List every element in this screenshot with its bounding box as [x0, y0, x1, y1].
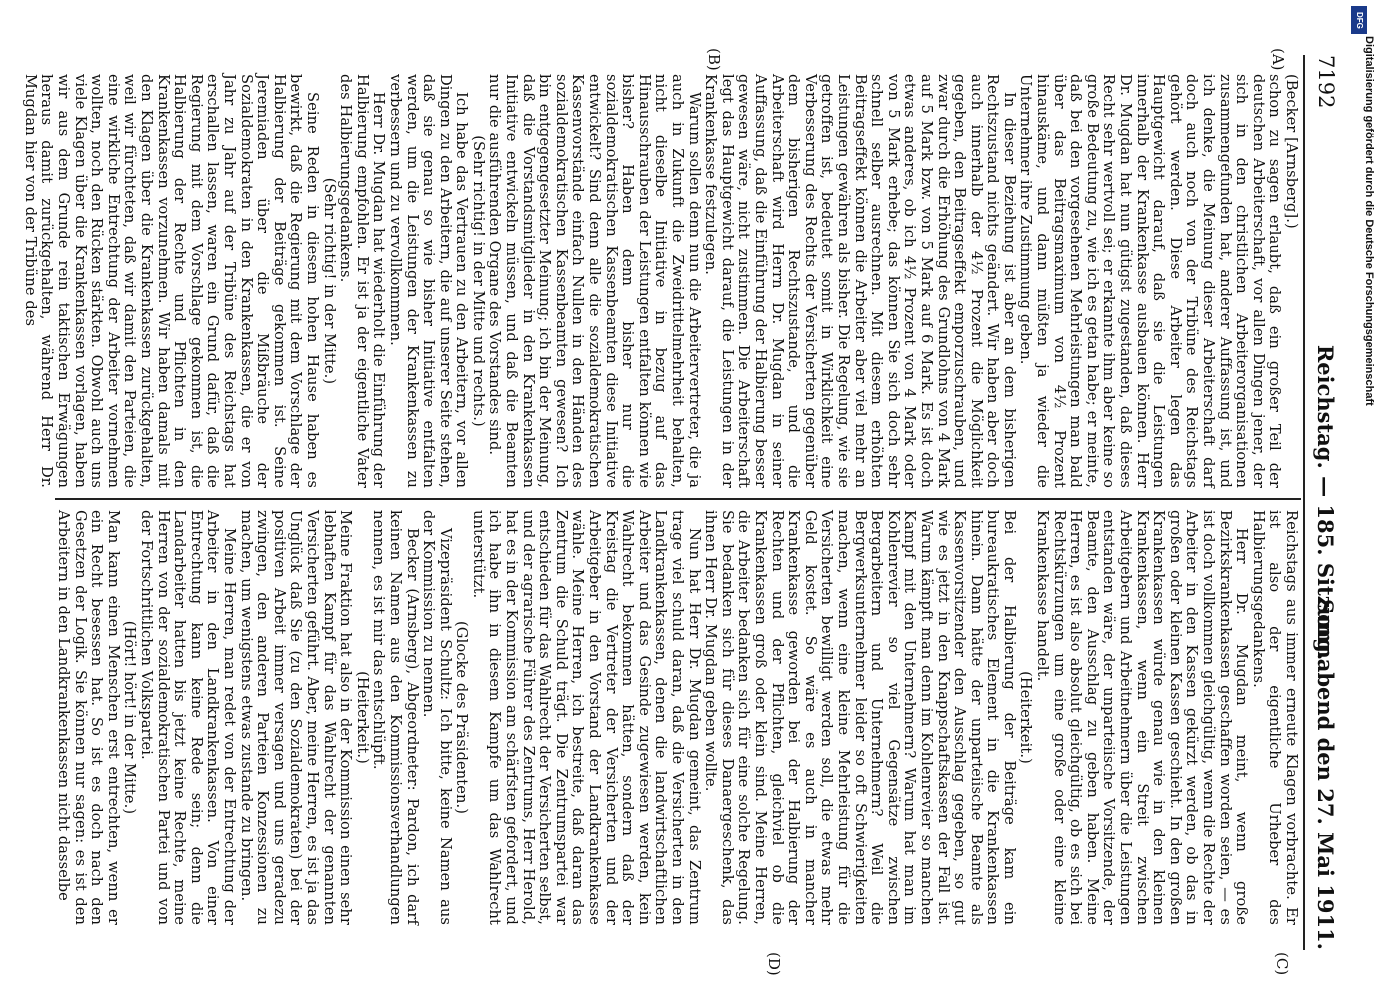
dfg-logo: DFG: [1351, 6, 1367, 34]
header-rule: [1303, 55, 1305, 950]
paragraph: Man kann einen Menschen erst entrechten, wenn er ein Recht besessen hat. So ist es doch nach den Gesetzen der Logik. Sie können nur sagen: es ist den Arbeitern in den Landkrankenkassen nicht dasselbe: [55, 510, 122, 925]
session-title: Reichstag. — 185. Sitzung.: [1313, 344, 1338, 661]
paragraph: Ich habe das Vertrauen zu den Arbeitern, vor allen Dingen zu den Arbeitern, die auf unserer Seite stehen, daß sie genau so wie bisher Initiative entfalten werden, um die Leistungen der Krankenkassen zu verbessern und zu vervollkommnen.: [386, 74, 471, 488]
paragraph: Seine Reden in diesem hohen Hause haben es bewirkt, daß die Regierung mit dem Vorschlage der Halbierung der Beiträge gekommen ist. Seine Jeremiaden über die Mißbräuche der Sozialdemokraten in den Krankenkassen, die er von Jahr zu Jahr auf der Tribüne des Reichstags hat erschallen lassen, waren ein Grund dafür, daß die Regierung mit dem Vorschlage gekommen ist, die Halbierung der Rechte und Pflichten in den Krankenkassen vorzunehmen. Wir haben damals mit den Klagen über die Krankenkassen zurückgehalten, weil wir fürchteten, daß wir damit den Parteien, die eine wirkliche Entrechtung der Arbeiter vornehmen wollten, noch den Rücken stärkten. Obwohl auch uns viele Klagen über die Krankenkassen vorlagen, haben wir aus dem Grunde rein taktischen Erwägungen heraus damit zurückgehalten, während Herr Dr. Mugdan hier von der Tribüne des: [21, 74, 321, 488]
column-divider: [55, 498, 1301, 500]
paragraph: Nun hat Herr Dr. Mugdan gemeint, das Zentrum trage viel schuld daran, daß die Versicherten in den Landkrankenkassen, denen die landwirtschaftlichen Arbeiter und das Gesinde zugewiesen werden, kein Wahlrecht bekommen hätten, sondern daß der Kreistag die Vertreter der Versicherten und der Arbeitgeber in den Vorstand der Landkrankenkasse wähle. Meine Herren, ich bestreite, daß daran das Zentrum die Schuld trägt. Die Zentrumspartei war entschieden für das Wahlrecht der Versicherten selbst, und der agrarische Führer des Zentrums, Herr Herold, hat es in der Kommission am schärfsten gefordert, und ich habe ihn in diesem Kampfe um das Wahlrecht unterstützt.: [469, 510, 703, 925]
paragraph: Vizepräsident Schultz: Ich bitte, keine Namen aus der Kommission zu nennen.: [420, 510, 454, 925]
interjection: (Sehr richtig! in der Mitte und rechts.): [469, 135, 487, 427]
margin-marker-a: (A): [1269, 48, 1287, 71]
paragraph: Meine Fraktion hat also in der Kommission einen sehr lebhaften Kampf für das Wahlrecht der genannten Versicherten geführt. Aber, meine Herren, es ist ja das Unglück daß Sie (zu den Sozialdemokraten) bei der positiven Arbeit immer versagen und uns geradezu zwingen, den anderen Parteien Konzessionen zu machen, um wenigstens etwas zustande zu bringen.: [237, 510, 355, 925]
interjection: (Hört! hört! in der Mitte.): [121, 620, 139, 815]
margin-marker-b: (B): [705, 48, 723, 71]
page-header: [1310, 55, 1338, 950]
digitization-note: Digitalisierung gefördert durch die Deutsche Forschungsgemeinschaft: [1363, 36, 1375, 406]
paragraph: Herr Dr. Mugdan meint, wenn große Bezirkskrankenkassen geschaffen worden seien, — es ist doch vollkommen gleichgültig, wenn die Rechte der Arbeiter in den Kassen gekürzt werden, ob das in großen oder kleinen Kassen geschieht. In den großen Krankenkassen würde genau wie in den kleinen Krankenkassen, wenn ein Streit zwischen Arbeitgebern und Arbeitnehmern über die Leistungen entstanden wäre, der unparteiische Vorsitzende, der Beamte, den Ausschlag zu geben haben. Meine Herren, es ist also absolut gleichgültig, ob es sich bei Rechtskürzungen um eine große oder eine kleine Krankenkasse handelt.: [1034, 510, 1251, 925]
paragraph: Bei der Halbierung der Beiträge kam ein bureaukratisches Element in die Krankenkassen hinein. Dann hätte der unparteiische Beamte als Kassenvorsitzender den Ausschlag gegeben, so gut wie es jetzt in den Knappschaftskassen der Fall ist. Warum kämpft man denn im Kohlenrevier so manchen Kampf mit den Unternehmern? Warum hat man im Kohlenrevier so viel Gegensätze zwischen Bergarbeitern und Unternehmern? Weil die Bergwerksunternehmer leider so oft Schwierigkeiten machen, wenn eine kleine Mehrleistung für die Versicherten bewilligt werden soll, die etwas mehr Geld kostet. So wäre es auch in mancher Krankenkasse geworden bei der Halbierung der Rechten und der Pflichten, gleichviel ob die Krankenkassen groß oder klein sind. Meine Herren, die Arbeiter bedanken sich für eine solche Regelung. Sie bedanken sich für dieses Danaergeschenk, das ihnen Herr Dr. Mugdan geben wollte.: [702, 510, 1018, 925]
interjection: (Heiterkeit.): [353, 671, 371, 764]
paragraph: Herr Dr. Mugdan hat wiederholt die Einführung der Halbierung empfohlen. Er ist ja der eigentliche Vater des Halbierungsgedankens.: [337, 74, 388, 488]
paragraph: Becker (Arnsberg), Abgeordneter: Pardon, ich darf keinen Namen aus den Kommissionsverhandlungen nennen, es ist mir das entschlüpft.: [370, 510, 421, 925]
paragraph: (Becker [Arnsberg].): [1283, 74, 1300, 229]
digitization-sidebar: [1337, 0, 1377, 1000]
right-column: [55, 510, 1299, 925]
interjection: (Heiterkeit.): [1017, 671, 1035, 764]
paragraph: Meine Herren, man redet von der Entrechtung der Arbeiter in den Landkrankenkassen. Von einer Entrechtung kann keine Rede sein; denn die Landarbeiter hatten bis jetzt keine Rechte, meine Herren von der sozialdemokratischen Partei und von der Fortschrittlichen Volkspartei.: [138, 510, 238, 925]
paragraph: schon zu sagen erlaubt, daß ein großer Teil der deutschen Arbeiterschaft, vor allen Dingen jener, der sich in den christlichen Arbeiterorganisationen zusammengefunden hat, anderer Auffassung ist, und ich denke, die Meinung dieser Arbeiterschaft darf doch auch noch von der Tribüne des Reichstags gehört werden. Diese Arbeiter legen das Hauptgewicht darauf, daß sie die Leistungen innerhalb der Krankenkasse ausbauen können. Herr Dr. Mugdan hat nun gütigst zugestanden, daß dieses Recht sehr wertvoll sei; er erkannte ihm aber keine so große Bedeutung zu, wie ich es getan habe; er meinte, daß bei den vorgesehenen Mehrleistungen man bald über das Beitragsmaximum von 4½ Prozent hinauskäme, und dann müßten ja wieder die Unternehmer ihre Zustimmung geben.: [1017, 74, 1284, 488]
session-date: Sonnabend den 27. Mai 1911.: [1313, 599, 1338, 950]
page-number: 7192: [1314, 55, 1338, 109]
interjection: (Glocke des Präsidenten.): [453, 621, 471, 814]
paragraph: Reichstags aus immer erneute Klagen vorbrachte. Er ist also der eigentliche Urheber des Halbierungsgedankens.: [1249, 510, 1300, 925]
paragraph: In dieser Beziehung ist aber an dem bisherigen Rechtszustand nichts geändert. Wir haben aber doch auch innerhalb der 4½ Prozent die Möglichkeit gegeben, den Beitragseffekt emporzuschrauben, und zwar durch die Erhöhung des Grundlohns von 4 Mark auf 5 Mark bzw. von 5 Mark auf 6 Mark. Es ist doch etwas anderes, ob ich 4½ Prozent von 4 Mark oder von 5 Mark erhebe; das können Sie sich doch sehr schnell selber ausrechnen. Mit diesem erhöhten Beitragseffekt können die Arbeiter aber viel mehr an Leistungen gewähren als bisher. Die Regelung, wie sie getroffen ist, bedeutet somit in Wirklichkeit eine Verbesserung des Rechts der Versicherten gegenüber dem bisherigen Rechtszustande, und die Arbeiterschaft wird Herrn Dr. Mugdan in seiner Auffassung, daß die Einführung der Halbierung besser gewesen wäre, nicht zustimmen. Die Arbeiterschaft legt das Hauptgewicht darauf, die Leistungen in der Krankenkasse festzulegen.: [702, 74, 1018, 488]
interjection: (Sehr richtig! in der Mitte.): [320, 177, 338, 385]
left-column: [21, 74, 1300, 488]
paragraph: Warum sollen denn nun die Arbeitervertreter, die ja auch in Zukunft die Zweidrittelmehrheit behalten, nicht dieselbe Initiative in bezug auf das Hinausschrauben der Leistungen entfalten können wie bisher? Haben denn bisher nur die sozialdemokratischen Kassenbeamten diese Initiative entwickelt? Sind denn alle die sozialdemokratischen Kassenvorstände einfach Nullen in den Händen des sozialdemokratischen Kassenbeamten gewesen? Ich bin entgegengesetzter Meinung; ich bin der Meinung, daß die Vorstandsmitglieder in den Krankenkassen Initiative entwickeln müssen, und daß die Beamten nur die ausführenden Organe des Vorstandes sind.: [486, 74, 703, 488]
margin-marker-c: (C): [1273, 952, 1291, 976]
margin-marker-d: (D): [765, 952, 783, 976]
